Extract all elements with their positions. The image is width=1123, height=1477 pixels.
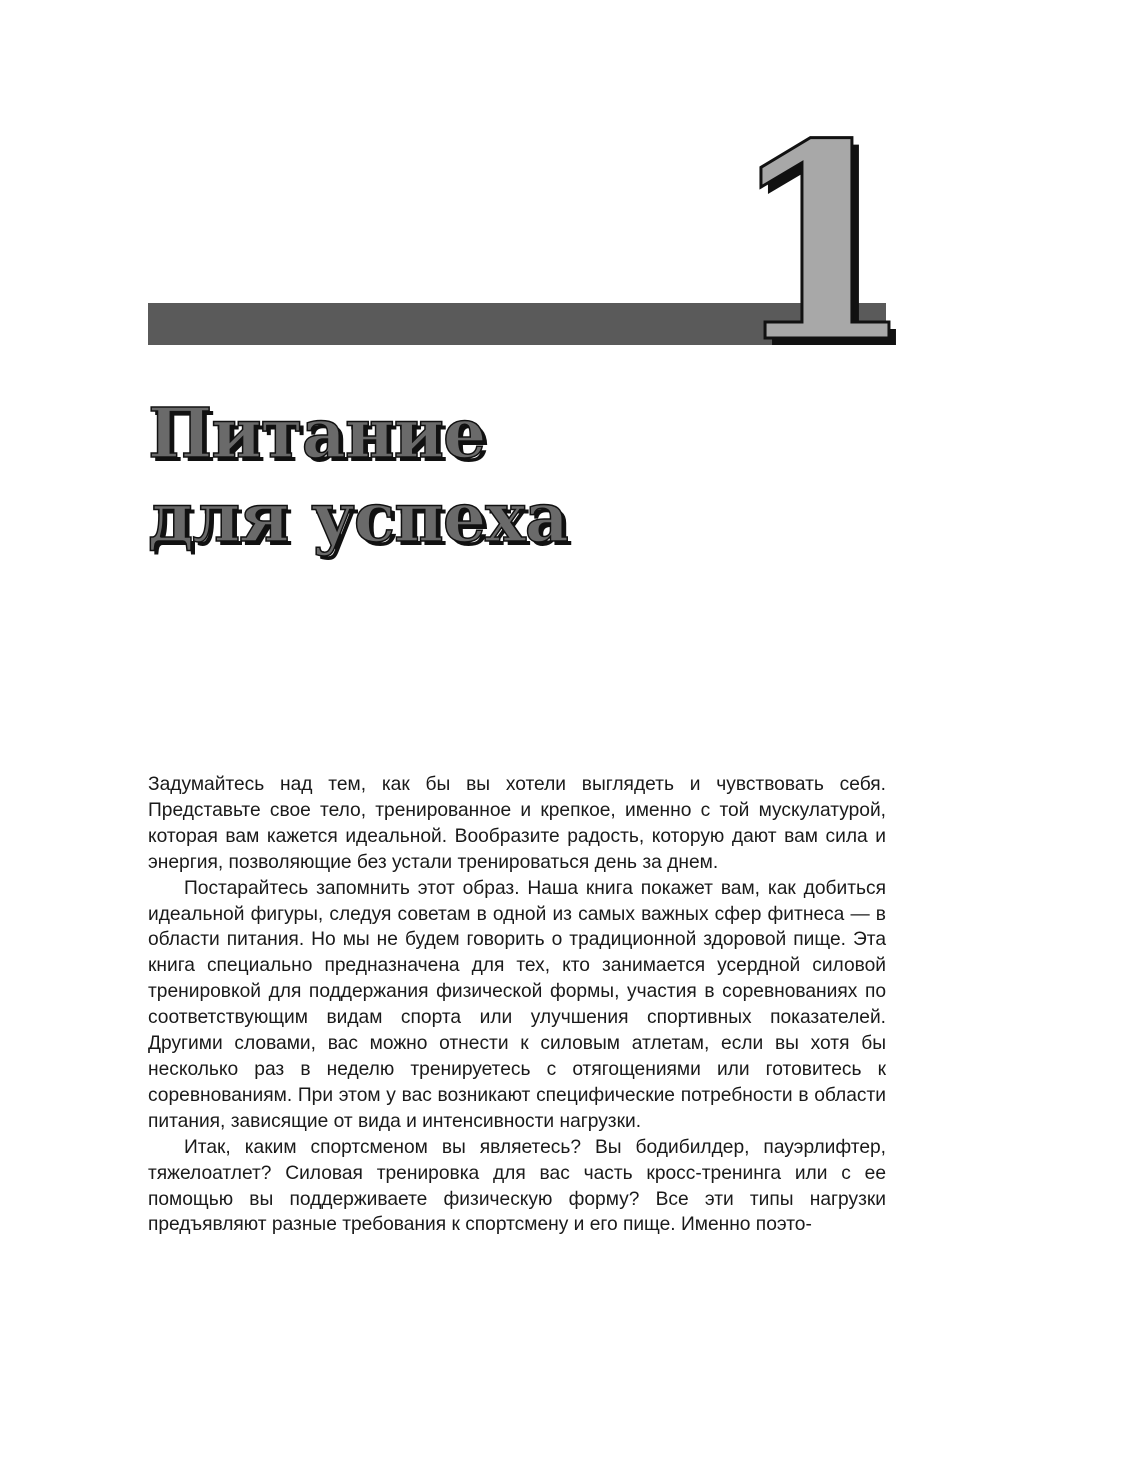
chapter-title [148,392,848,560]
chapter-number: 1 [728,84,916,402]
chapter-title-line-2: для успеха [148,478,568,558]
chapter-body [148,772,886,1238]
chapter-title-line-1: Питание [148,394,486,474]
paragraph-2: Постарайтесь запомнить этот образ. Наша книга покажет вам, как добиться идеальной фигуры, следуя советам в одной из самых важных сфер фитнеса — в области питания. Но мы не будем говорить о традиционной здоровой пище. Эта книга специально предназначена для тех, кто занимается усердной силовой тренировкой для поддержания физической формы, участия в соревнованиях по соответствующим видам спорта или улучшения спортивных показателей. Другими словами, вас можно отнести к силовым атлетам, если вы хотя бы несколько раз в неделю тренируетесь с отягощениями или готовитесь к соревнованиям. При этом у вас возникают специфические потребности в области питания, зависящие от вида и интенсивности нагрузки. [148,877,886,1132]
paragraph-1: Задумайтесь над тем, как бы вы хотели выглядеть и чувствовать себя. Представьте свое тело, тренированное и крепкое, именно с той мускулатурой, которая вам кажется идеальной. Вообразите радость, которую дают вам сила и энергия, позволяющие без устали тренироваться день за днем. [148,774,886,873]
paragraph-3: Итак, каким спортсменом вы являетесь? Вы бодибилдер, пауэрлифтер, тяжелоатлет? Силовая тренировка для вас часть кросс-тренинга или с ее помощью вы поддерживаете физическую форму? Все эти типы нагрузки предъявляют разные требования к спортсмену и его пище. Именно поэто- [148,1136,886,1236]
